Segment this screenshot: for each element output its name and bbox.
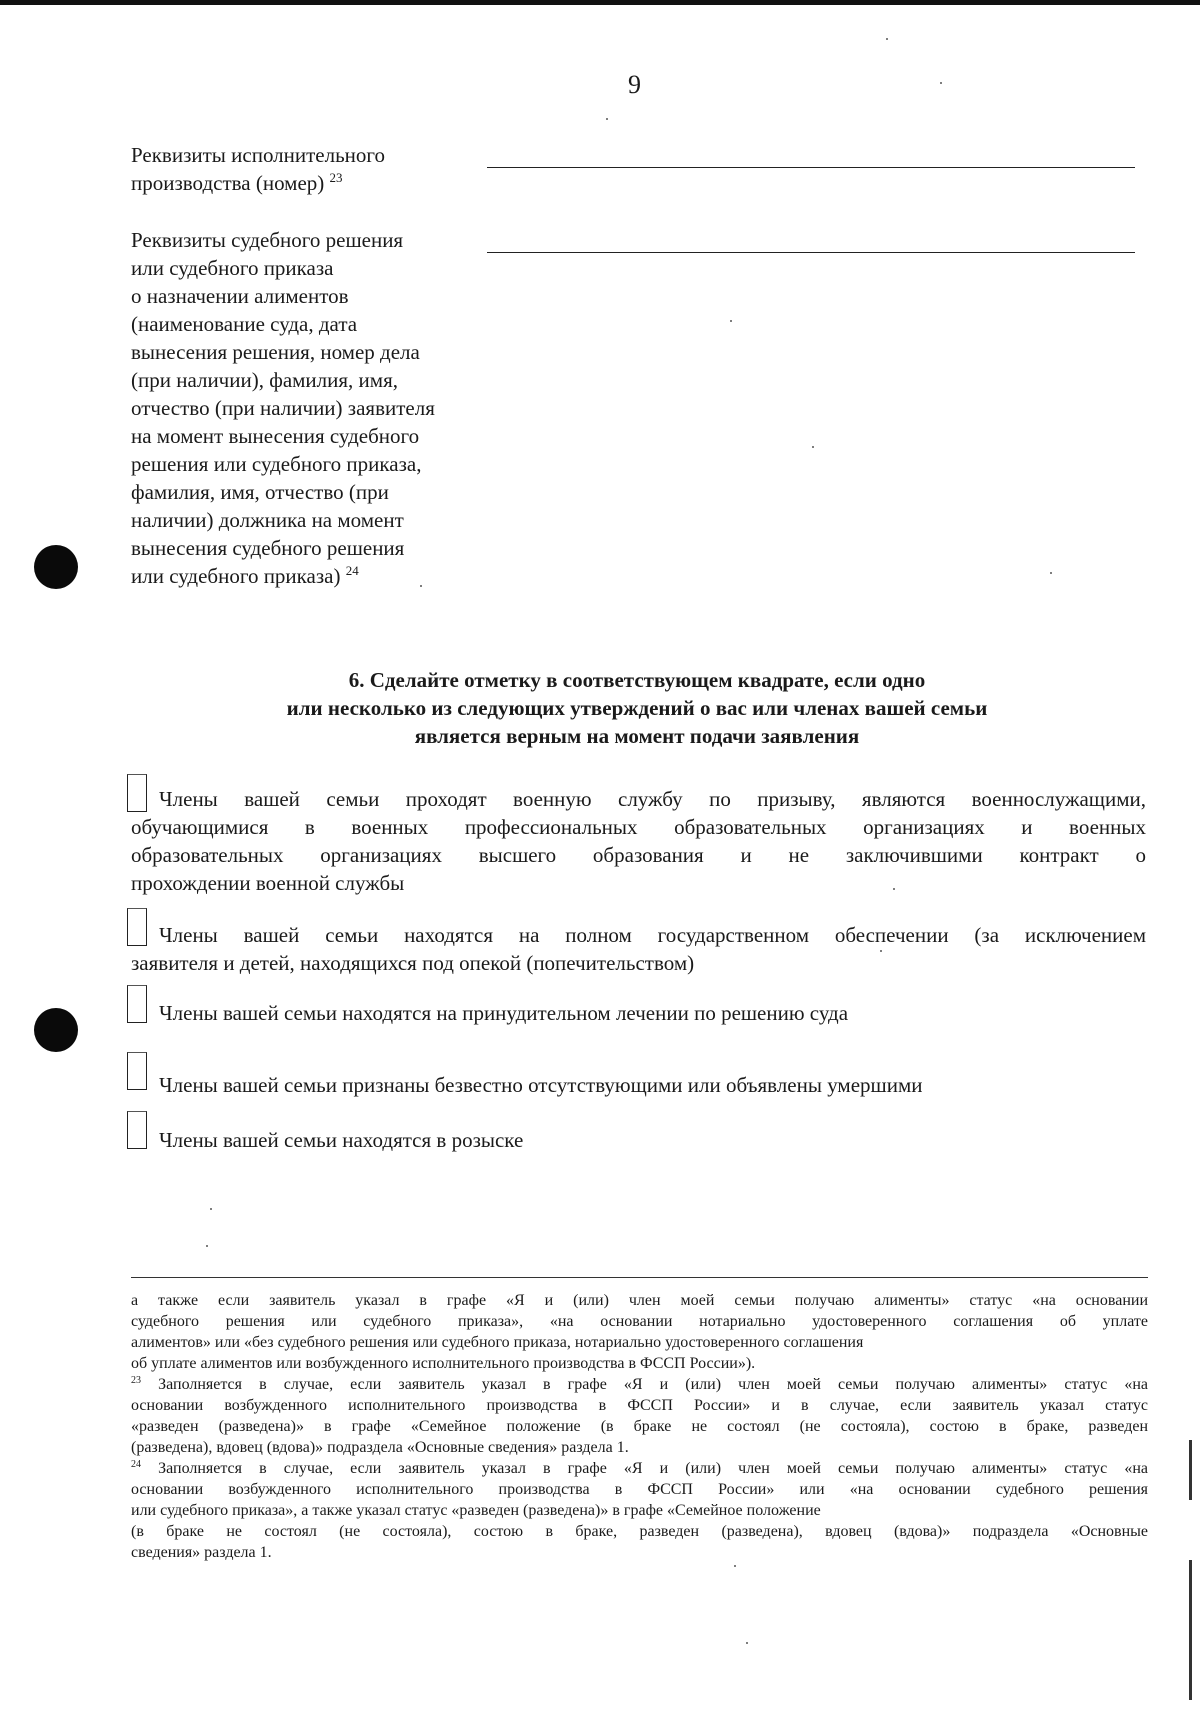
option-text-line: обучающимися в военных профессиональных образовательных организациях и военных — [131, 815, 1146, 839]
field-label-line: фамилия, имя, отчество (при — [131, 480, 389, 504]
scan-edge-artifact — [1189, 1560, 1192, 1700]
option-text-military-service — [131, 785, 1146, 897]
scan-speck — [940, 82, 942, 84]
option-text-line: Члены вашей семьи признаны безвестно отсутствующими или объявлены умершими — [159, 1073, 923, 1097]
footnote-line: основании возбужденного исполнительного производства в ФССП России» или «на основании судебного решения — [131, 1481, 1148, 1498]
punch-hole — [34, 1008, 78, 1052]
scan-speck — [1050, 572, 1052, 574]
section-6-heading — [131, 666, 1143, 750]
page-number: 9 — [628, 70, 641, 99]
court-decision-fill-line[interactable] — [487, 252, 1135, 253]
option-text-state-support — [131, 921, 1146, 977]
scan-speck — [210, 1208, 212, 1210]
field-label-line: производства (номер) $^{23}$ — [131, 170, 343, 195]
scan-edge-artifact — [1189, 1440, 1192, 1500]
option-text-line: Члены вашей семьи находятся на полном государственном обеспечении (за исключением — [159, 923, 1146, 947]
footnote-line: (в браке не состоял (не состояла), состою в браке, разведен (разведена), вдовец (вдова)» подраздела «Основные — [131, 1523, 1148, 1540]
footnote-marker: 24 — [131, 1459, 141, 1470]
footnote-line: $^{24}$ Заполняется в случае, если заявитель указал в графе «Я и (или) член моей семьи получаю алименты» статус «на — [131, 1459, 1149, 1477]
field-label-line: или судебного приказа) $^{24}$ — [131, 563, 359, 588]
footnote-line: судебного решения или судебного приказа», «на основании нотариально удостоверенного соглашения об уплате — [131, 1313, 1148, 1330]
option-text-compulsory-treatment — [131, 999, 1146, 1027]
section-heading-line: 6. Сделайте отметку в соответствующем квадрате, если одно — [348, 668, 926, 692]
field-label-line: Реквизиты судебного решения — [131, 228, 404, 252]
option-text-line: Члены вашей семьи находятся на принудительном лечении по решению суда — [159, 1001, 849, 1025]
field-label-line: о назначении алиментов — [131, 284, 349, 308]
option-text-wanted — [131, 1126, 1146, 1154]
field-label-enforcement-proceedings — [131, 141, 385, 197]
footnote-line: а также если заявитель указал в графе «Я и (или) член моей семьи получаю алименты» статус «на основании — [131, 1292, 1148, 1309]
field-label-line: (наименование суда, дата — [131, 312, 358, 336]
option-text-line: заявителя и детей, находящихся под опекой (попечительством) — [131, 951, 695, 975]
field-label-line: вынесения решения, номер дела — [131, 340, 420, 364]
enforcement-proceedings-fill-line[interactable] — [487, 167, 1135, 168]
punch-hole — [34, 545, 78, 589]
section-heading-line: или несколько из следующих утверждений о вас или членах вашей семьи — [286, 696, 988, 720]
footnote-line: $^{23}$ Заполняется в случае, если заявитель указал в графе «Я и (или) член моей семьи получаю алименты» статус «на — [131, 1375, 1149, 1393]
scan-speck — [730, 320, 732, 322]
scan-speck — [206, 1245, 208, 1247]
scan-speck — [420, 585, 422, 587]
footnote-marker: 23 — [131, 1375, 141, 1386]
footnote-line: алиментов» или «без судебного решения или судебного приказа, нотариально удостоверенного соглашения — [131, 1334, 864, 1351]
scan-speck — [886, 38, 888, 40]
option-text-line: Члены вашей семьи проходят военную службу по призыву, являются военнослужащими, — [159, 787, 1146, 811]
footnote-line: (разведена), вдовец (вдова)» подраздела «Основные сведения» раздела 1. — [131, 1439, 629, 1456]
field-label-line: на момент вынесения судебного — [131, 424, 420, 448]
field-label-line: отчество (при наличии) заявителя — [131, 396, 435, 420]
footnote-line: или судебного приказа», а также указал статус «разведен (разведена)» в графе «Семейное положение — [131, 1502, 821, 1519]
field-label-line: вынесения судебного решения — [131, 536, 405, 560]
footnote-ref: 23 — [329, 170, 343, 185]
footnote-line: сведения» раздела 1. — [131, 1544, 272, 1561]
scan-speck — [880, 950, 882, 952]
footnote-line: об уплате алиментов или возбужденного исполнительного производства в ФССП России»). — [131, 1355, 756, 1372]
field-label-line: решения или судебного приказа, — [131, 452, 422, 476]
scan-speck — [812, 446, 814, 448]
option-text-line: образовательных организациях высшего образования и не заключившими контракт о — [131, 843, 1146, 867]
footnote-ref: 24 — [345, 563, 359, 578]
field-label-line: наличии) должника на момент — [131, 508, 404, 532]
field-label-line: или судебного приказа — [131, 256, 334, 280]
field-label-line: Реквизиты исполнительного — [131, 143, 386, 167]
footnotes — [131, 1290, 1148, 1563]
section-heading-line: является верным на момент подачи заявления — [414, 724, 860, 748]
scan-speck — [606, 118, 608, 120]
option-text-line: Члены вашей семьи находятся в розыске — [159, 1128, 524, 1152]
option-text-line: прохождении военной службы — [131, 871, 405, 895]
footnote-separator — [131, 1277, 1148, 1278]
scan-speck — [734, 1565, 736, 1567]
footnote-line: «разведен (разведена)» в графе «Семейное положение (в браке не состоял (не состояла), состою в браке, разведен — [131, 1418, 1148, 1435]
option-text-missing-or-deceased — [131, 1071, 1146, 1099]
scan-top-edge — [0, 0, 1200, 5]
field-label-court-decision — [131, 226, 435, 590]
field-label-line: (при наличии), фамилия, имя, — [131, 368, 398, 392]
scan-speck — [893, 888, 895, 890]
footnote-line: основании возбужденного исполнительного производства в ФССП России» и в случае, если заявитель указал статус — [131, 1397, 1148, 1414]
scan-speck — [746, 1642, 748, 1644]
